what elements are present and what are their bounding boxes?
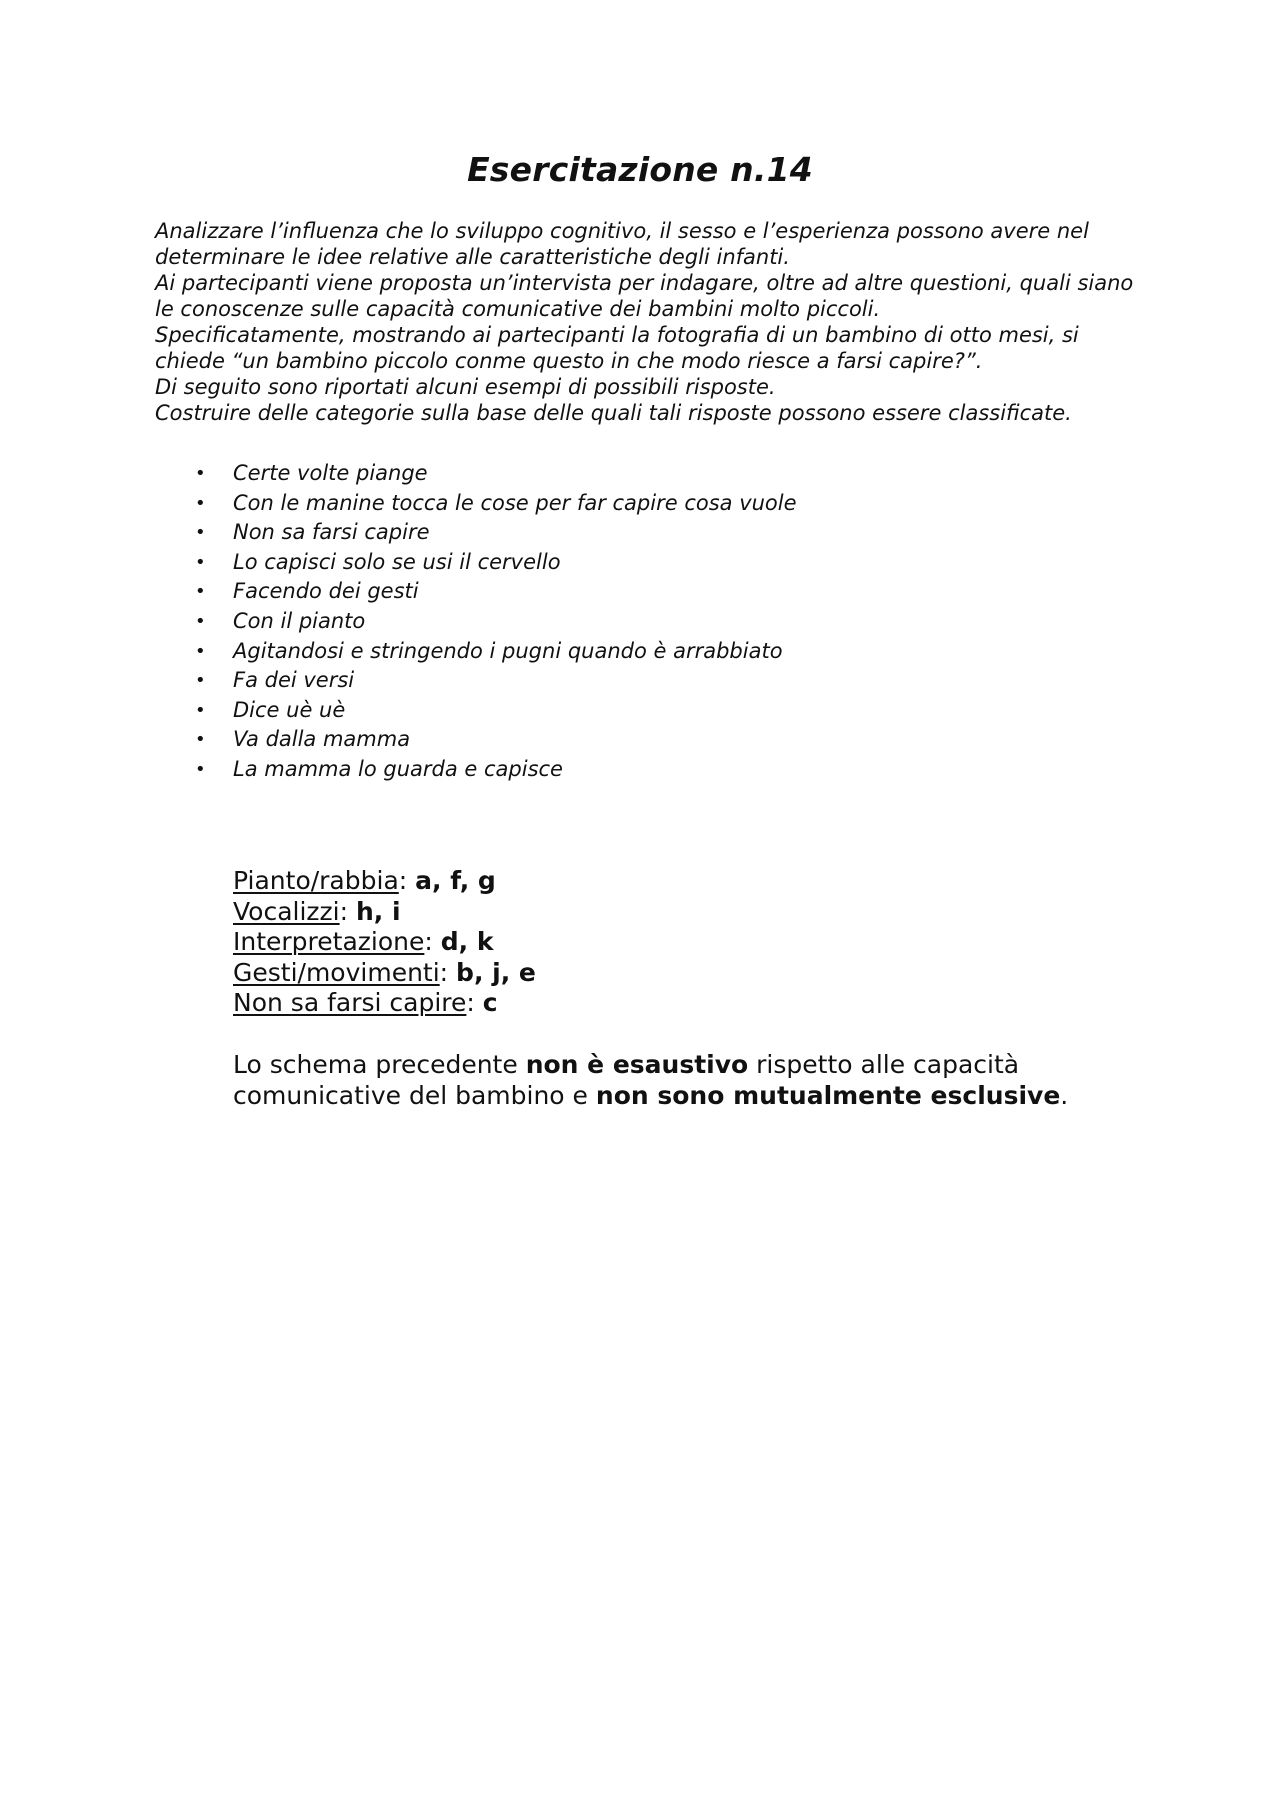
intro-line: Ai partecipanti viene proposta un’intervista per indagare, oltre ad altre questioni, quali siano [155, 271, 1134, 295]
response-text: Agitandosi e stringendo i pugni quando è arrabbiato [233, 638, 783, 663]
category-name: Interpretazione [233, 927, 425, 956]
intro-line: Costruire delle categorie sulla base delle quali tali risposte possono essere classificate. [155, 401, 1072, 425]
response-text: Va dalla mamma [233, 727, 411, 752]
conclusion-note [233, 1049, 1133, 1111]
intro-line: Specificatamente, mostrando ai partecipanti la fotografia di un bambino di otto mesi, si [155, 323, 1079, 347]
intro-line: Analizzare l’influenza che lo sviluppo cognitivo, il sesso e l’esperienza possono avere nel [155, 219, 1089, 243]
category-name: Gesti/movimenti [233, 957, 440, 987]
category-line [233, 927, 536, 958]
response-text: Lo capisci solo se usi il cervello [233, 549, 561, 574]
response-text: Con le manine tocca le cose per far capire cosa vuole [233, 490, 797, 515]
category-line [233, 897, 536, 928]
bullet-icon: • [195, 729, 206, 751]
categories-block [233, 866, 536, 1019]
category-letters: d, k [440, 927, 494, 956]
category-separator: : [439, 957, 457, 987]
list-item [195, 696, 797, 726]
intro-line: le conoscenze sulle capacità comunicative dei bambini molto piccoli. [155, 297, 881, 321]
response-text: Facendo dei gesti [233, 579, 419, 604]
intro-line: determinare le idee relative alle caratteristiche degli infanti. [155, 245, 790, 269]
list-item [195, 666, 797, 696]
intro-text [155, 218, 1155, 426]
response-text: Con il pianto [233, 608, 366, 633]
bullet-icon: • [195, 551, 206, 573]
note-emphasis: non è esaustivo [525, 1050, 749, 1079]
bullet-icon: • [195, 581, 206, 603]
category-separator: : [398, 866, 416, 895]
bullet-icon: • [195, 463, 206, 484]
category-name: Non sa farsi capire [233, 988, 467, 1017]
list-item [195, 459, 797, 489]
category-name: Pianto/rabbia [233, 866, 399, 895]
list-item [195, 755, 797, 785]
category-separator: : [339, 896, 356, 926]
list-item [195, 607, 797, 637]
response-text: Non sa farsi capire [233, 520, 430, 545]
category-separator: : [424, 927, 441, 956]
note-line [233, 1049, 1133, 1080]
category-separator: : [466, 988, 483, 1017]
category-name: Vocalizzi [233, 896, 340, 926]
category-line [233, 988, 536, 1019]
bullet-icon: • [195, 522, 206, 544]
category-letters: c [482, 988, 498, 1017]
category-letters: h, i [355, 896, 401, 926]
page-title: Esercitazione n.14 [467, 150, 813, 189]
note-emphasis: non sono mutualmente esclusive [595, 1081, 1061, 1110]
bullet-icon: • [195, 492, 206, 514]
note-text: . [1060, 1081, 1069, 1110]
response-text: La mamma lo guarda e capisce [233, 756, 563, 781]
list-item [195, 548, 797, 578]
intro-line: Di seguito sono riportati alcuni esempi di possibili risposte. [155, 375, 776, 399]
note-text: rispetto alle capacità [748, 1050, 1020, 1079]
note-line [233, 1080, 1133, 1111]
category-line [233, 958, 536, 989]
response-text: Certe volte piange [233, 461, 428, 485]
bullet-icon: • [195, 610, 206, 632]
list-item [195, 518, 797, 548]
response-text: Dice uè uè [233, 697, 346, 722]
list-item [195, 725, 797, 755]
list-item [195, 637, 797, 667]
note-text: comunicative del bambino e [233, 1081, 596, 1110]
bullet-icon: • [195, 699, 206, 721]
response-text: Fa dei versi [233, 668, 355, 693]
bullet-icon: • [195, 758, 206, 780]
bullet-icon: • [195, 670, 206, 692]
category-line [233, 866, 536, 897]
responses-list [195, 459, 797, 785]
list-item [195, 489, 797, 519]
bullet-icon: • [195, 640, 206, 662]
list-item [195, 577, 797, 607]
category-letters: a, f, g [415, 866, 496, 895]
note-text: Lo schema precedente [233, 1050, 526, 1079]
intro-line: chiede “un bambino piccolo conme questo in che modo riesce a farsi capire?”. [155, 349, 983, 373]
category-letters: b, j, e [456, 957, 536, 987]
